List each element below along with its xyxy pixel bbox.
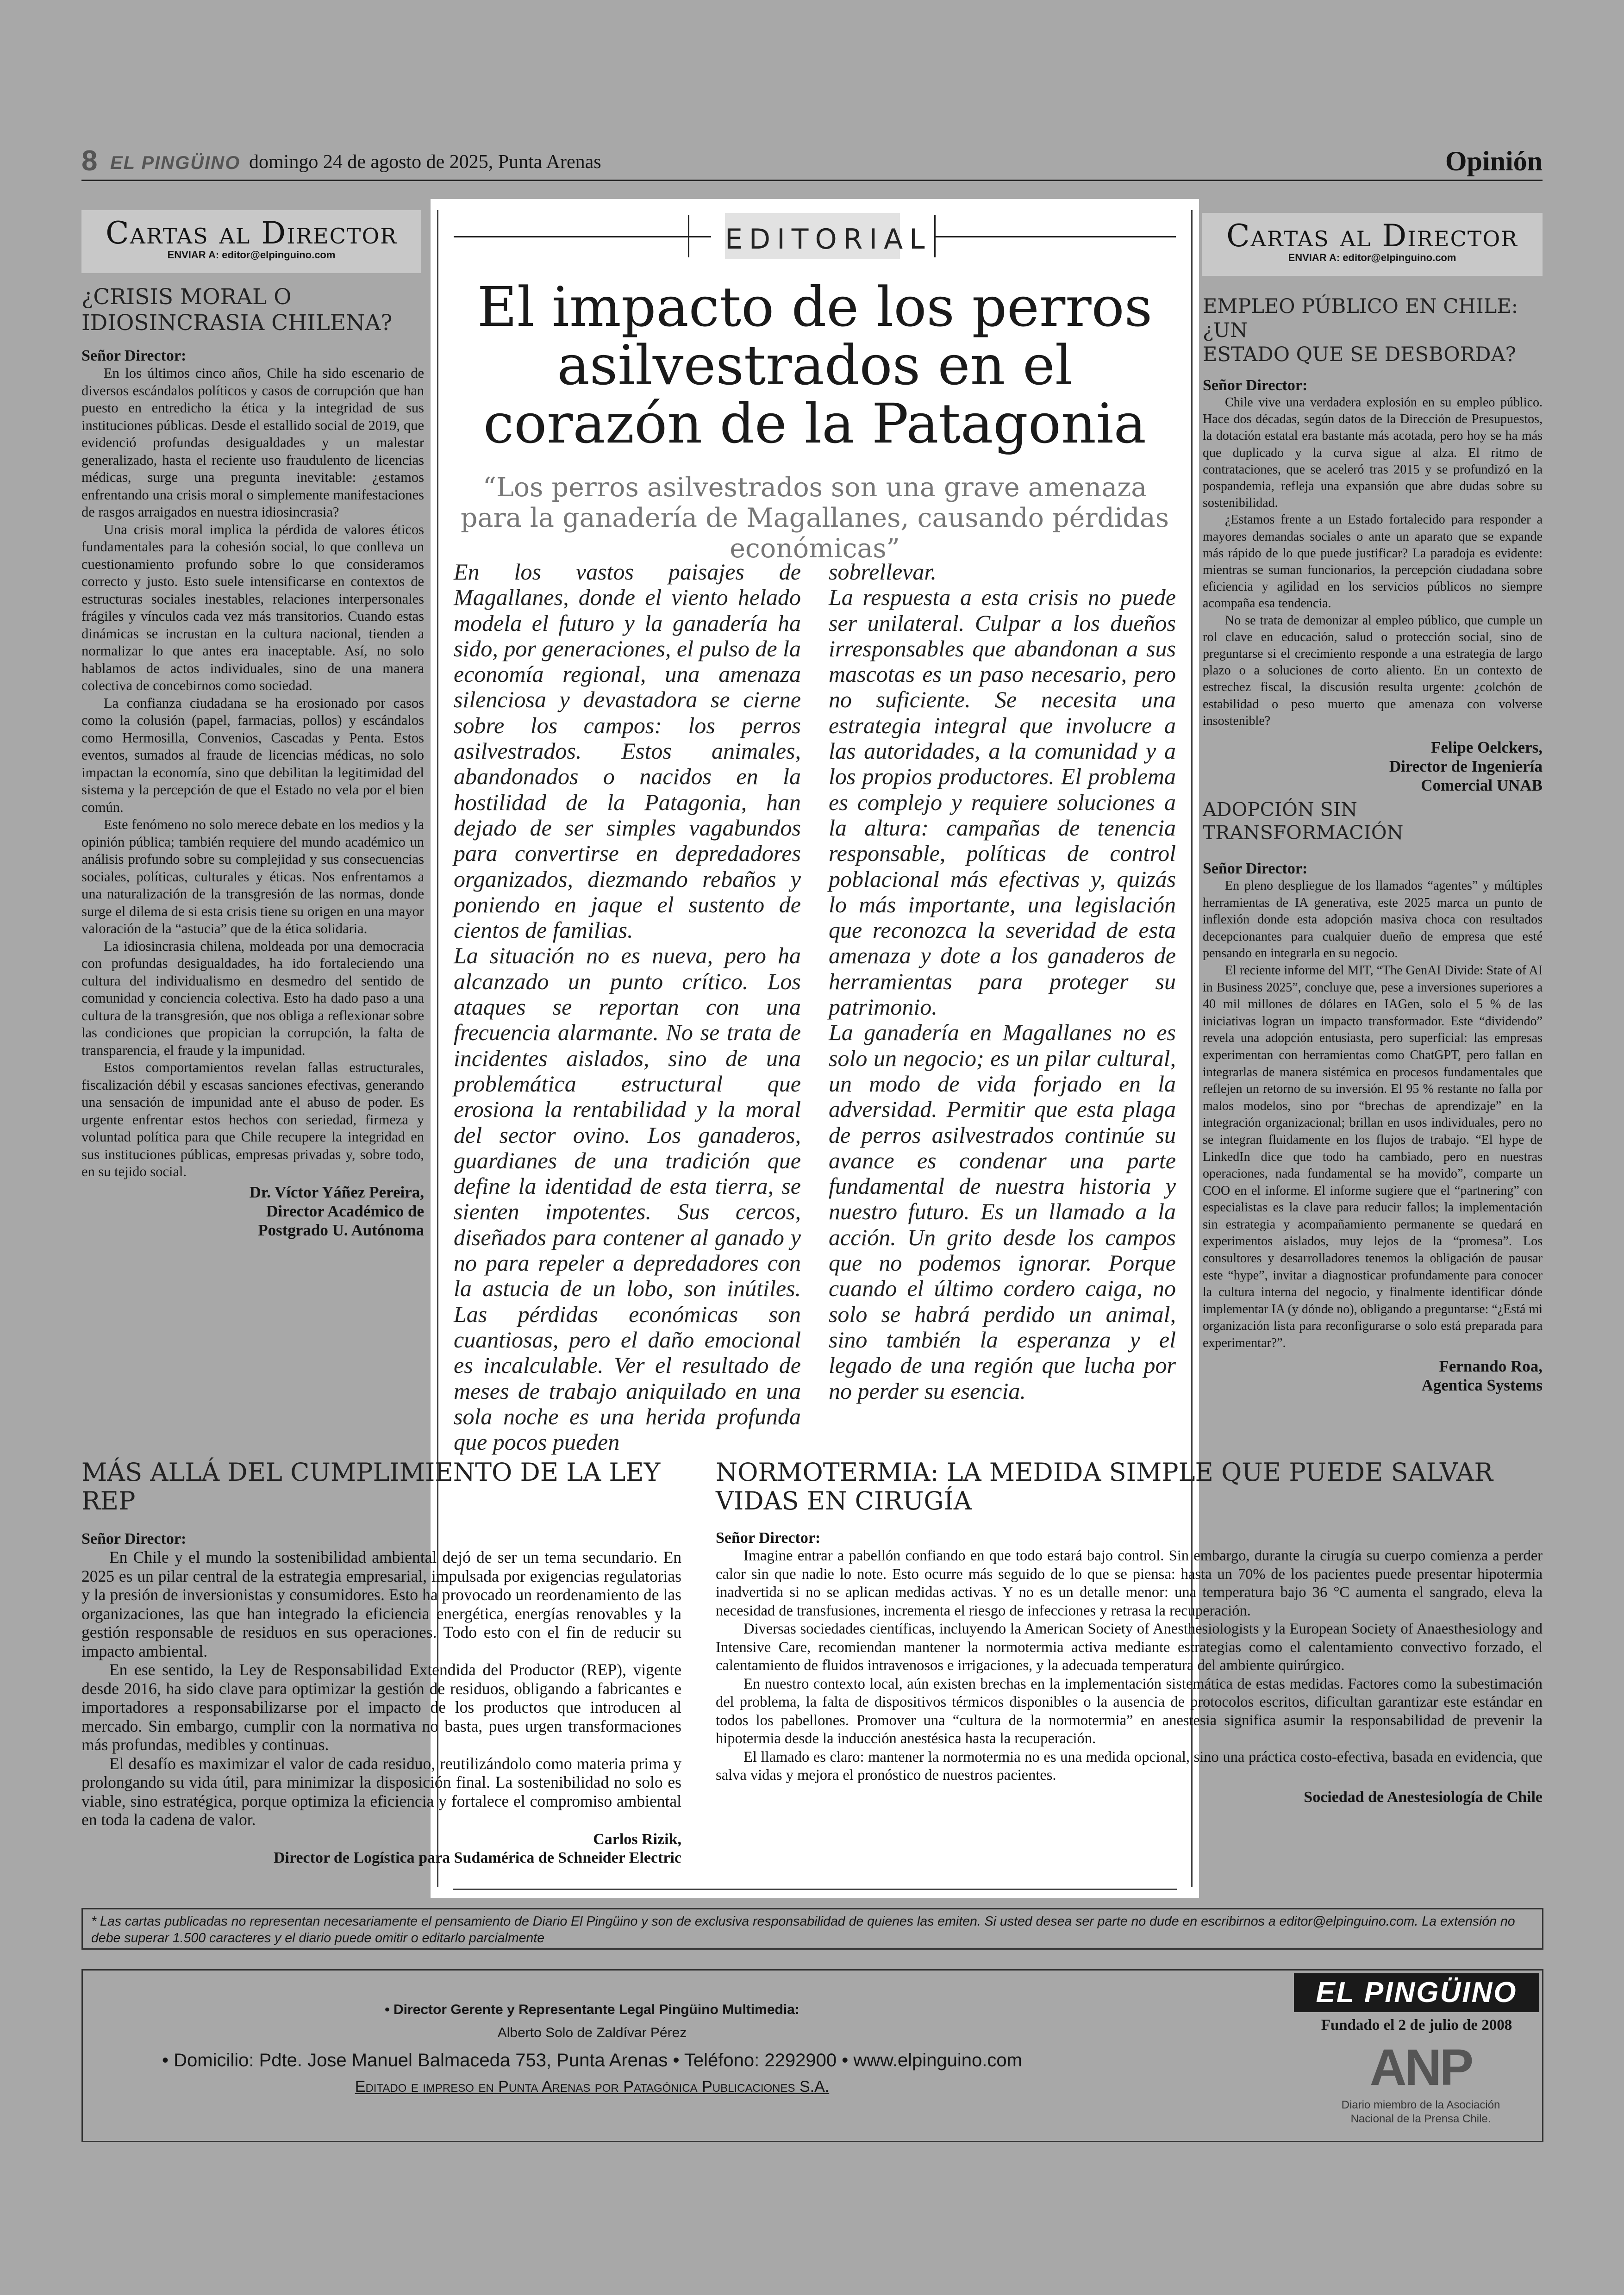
signature-line: Sociedad de Anestesiología de Chile <box>1304 1788 1543 1806</box>
paragraph: Chile vive una verdadera explosión en su empleo público. Hace dos décadas, según datos de la Dirección de Presupuestos, la dotación estatal era bastante más acotada, pero hoy se ha más que duplicado y la curva sigue al alza. El ritmo de contrataciones, que se aceleró tras 2015 y se profundizó en la pospandemia, refleja una expansión que abre dudas sobre su sostenibilidad. <box>1203 395 1543 511</box>
header-date: domingo 24 de agosto de 2025, Punta Arenas <box>249 151 601 173</box>
paragraph: Diversas sociedades científicas, incluyendo la American Society of Anesthesiologists y la European Society of Anaesthesiology and Intensive Care, recomiendan mantener la normotermia activa mediante estrategias como el calentamiento convectivo forzado, el calentamiento de fluidos intravenosos e irrigaciones, y la adecuada temperatura del ambiente quirúrgico. <box>716 1621 1543 1674</box>
letter-salutation: Señor Director: <box>1203 860 1308 877</box>
paragraph: El llamado es claro: mantener la normotermia no es una medida opcional, sino una práctica costo-efectiva, basada en evidencia, que salva vidas y mejora el pronóstico de nuestros pacientes. <box>716 1748 1543 1784</box>
letter-salutation: Señor Director: <box>81 1530 187 1547</box>
editorial-rule-right <box>934 236 1176 237</box>
signature-line: Fernando Roa, <box>1439 1357 1543 1375</box>
letter-empleo-publico <box>1203 294 1543 795</box>
paragraph: Imagine entrar a pabellón confiando en que todo estará bajo control. Sin embargo, durante la cirugía su cuerpo comienza a perder calor sin que nadie lo note. Esto ocurre más seguido de lo que se piensa: hasta un 70% de los pacientes puede presentar hipotermia inadvertida si no se aplican medidas activas. Y no es un detalle menor: una temperatura bajo 36 °C aumenta el sangrado, eleva la necesidad de transfusiones, incrementa el riesgo de infecciones y retrasa la recuperación. <box>716 1547 1543 1619</box>
letter-salutation: Señor Director: <box>1203 377 1308 394</box>
paragraph: La ganadería en Magallanes no es solo un negocio; es un pilar cultural, un modo de vida forjado en la adversidad. Permitir que esta plaga de perros asilvestrados continúe su avance es condenar una parte fundamental de nuestra historia y nuestro futuro. Es un llamado a la acción. Un grito desde los campos que no podemos ignorar. Porque cuando el último cordero caiga, no solo se habrá perdido un animal, sino también la esperanza y el legado de una región que lucha por no perder su esencia. <box>829 1019 1176 1404</box>
editorial-pull-quote: “Los perros asilvestrados son una grave amenaza para la ganadería de Magallanes, causando pérdidas económicas” <box>460 472 1169 564</box>
paragraph: ¿Estamos frente a un Estado fortalecido para responder a mayores demandas sociales o ante un aparato que se expande más rápido de lo que puede justificar? La paradoja es evidente: mientras se suman funcionarios, la percepción ciudadana sobre eficiencia y agilidad en los servicios públicos no siempre acompaña esa tendencia. <box>1203 512 1543 611</box>
footer-fundado: Fundado el 2 de julio de 2008 <box>1321 2017 1512 2033</box>
letter-headline: EMPLEO PÚBLICO EN CHILE: ¿UN <box>1203 295 1518 342</box>
section-name: Opinión <box>1445 146 1543 176</box>
letters-title: Cartas al Director <box>1226 218 1518 254</box>
paragraph: La confianza ciudadana se ha erosionado por casos como la colusión (papel, farmacias, pollos) y escándalos como Hermosilla, Convenios, Cascadas y Penta. Estos eventos, sumados al fraude de licencias médicas, no solo impactan la economía, sino que debilitan la legitimidad del sistema y la percepción de que el Estado no vela por el bien común. <box>81 695 424 815</box>
footer-director-label: • Director Gerente y Representante Legal Pingüino Multimedia: <box>385 2002 800 2017</box>
letter-body <box>1203 878 1543 1352</box>
editorial-rule-left <box>454 236 711 237</box>
editorial-column-2 <box>829 559 1176 1404</box>
letter-headline: ESTADO QUE SE DESBORDA? <box>1203 343 1516 366</box>
footer-logo: EL PINGÜINO <box>1316 1977 1518 2008</box>
anp-text-line: Nacional de la Prensa Chile. <box>1350 2113 1491 2125</box>
editorial-bottom-rule <box>453 1889 1177 1890</box>
letters-title: Cartas al Director <box>106 215 397 251</box>
letters-header-left <box>81 210 421 273</box>
paragraph: El reciente informe del MIT, “The GenAI Divide: State of AI in Business 2025”, concluye que, pese a inversiones superiores a 40 mil millones de dólares en IAGen, solo el 5 % de las iniciativas logran un impacto transformador. Este “dividendo” revela una adopción entusiasta, pero superficial: las empresas experimentan con herramientas como ChatGPT, pero fallan en integrarlas de manera sistémica en procesos fundamentales que reflejen un retorno de su inversión. El 95 % restante no falla por malos modelos, sino por “brechas de aprendizaje” en la integración organizacional; brillan en usos individuales, pero no se integran fluidamente en los flujos de trabajo. “El hype de LinkedIn dice que todo ha cambiado, pero en nuestras operaciones, nada fundamental se ha movido”, comparte un COO en el informe. El informe sugiere que el “partnering” con especialistas es la clave para reducir fallos; la implementación sin estrategia y acompañamiento permanente se quedará en experimentos aislados, muy lejos de la “promesa”. Los consultores y desarrolladores tenemos la obligación de pausar este “hype”, invitar a diagnosticar profundamente para conocer la cultura interna del negocio, y finalmente identificar dónde implementar IA (y dónde no), obligando a preguntarse: “¿Está mi organización lista para reconfigurarse o solo está preparada para experimentar?”. <box>1203 963 1543 1351</box>
editorial-label: EDITORIAL <box>725 223 931 256</box>
letter-signature <box>1203 1357 1543 1395</box>
letter-ley-rep <box>81 1458 681 1867</box>
letter-headline: NORMOTERMIA: LA MEDIDA SIMPLE QUE PUEDE SALVAR VIDAS EN CIRUGÍA <box>716 1458 1493 1515</box>
letter-crisis-moral <box>81 284 424 1240</box>
letter-signature <box>81 1183 424 1240</box>
footer-logo-box <box>1294 1973 1539 2012</box>
anp-text-line: Diario miembro de la Asociación <box>1341 2099 1500 2111</box>
signature-line: Director de Ingeniería <box>1389 757 1543 776</box>
signature-line: Felipe Oelckers, <box>1430 738 1543 757</box>
letters-email: ENVIAR A: editor@elpinguino.com <box>167 249 336 261</box>
paragraph: En Chile y el mundo la sostenibilidad ambiental dejó de ser un tema secundario. En 2025 es un pilar central de la estrategia empresarial, impulsada por exigencias regulatorias y la presión de inversionistas y consumidores. Esto ha provocado un reordenamiento de las organizaciones, las que han integrado la eficiencia energética, energías renovables y la gestión responsable de residuos en sus operaciones. Todo esto con el fin de reducir su impacto ambiental. <box>81 1548 681 1660</box>
editorial-rule-tick <box>688 215 689 257</box>
signature-line: Postgrado U. Autónoma <box>258 1221 424 1239</box>
editorial-column-1 <box>454 559 801 1455</box>
paragraph: El desafío es maximizar el valor de cada residuo, reutilizándolo como materia prima y prolongando su vida útil, para minimizar la disposición final. La sostenibilidad no solo es viable, sino estratégica, porque optimiza la eficiencia y fortalece el compromiso ambiental en toda la cadena de valor. <box>81 1754 681 1829</box>
letters-email: ENVIAR A: editor@elpinguino.com <box>1288 252 1456 263</box>
letter-body <box>81 1548 681 1829</box>
letter-signature <box>81 1830 681 1867</box>
letter-signature <box>1203 738 1543 795</box>
paragraph: La idiosincrasia chilena, moldeada por una democracia con profundas desigualdades, ha ido fortaleciendo una cultura del individualismo en desmedro del sentido de comunidad y conciencia colectiva. Esto ha dado paso a una cultura de la transgresión, que nos obliga a reflexionar sobre las condiciones que propician la corrupción, la falta de transparencia, el fraude y la impunidad. <box>81 938 424 1058</box>
signature-line: Director de Logística para Sudamérica de Schneider Electric <box>273 1849 681 1866</box>
page-number: 8 <box>81 145 98 177</box>
letter-headline: MÁS ALLÁ DEL CUMPLIMIENTO DE LA LEY REP <box>81 1458 661 1515</box>
footer-contact: • Domicilio: Pdte. Jose Manuel Balmaceda 753, Punta Arenas • Teléfono: 2292900 • www.elpinguino.com <box>162 2050 1022 2070</box>
signature-line: Agentica Systems <box>1421 1376 1543 1394</box>
letter-headline: ¿CRISIS MORAL O <box>81 284 292 310</box>
footer-editado: Editado e impreso en Punta Arenas por Patagónica Publicaciones S.A. <box>355 2078 830 2095</box>
paragraph: Estos comportamientos revelan fallas estructurales, fiscalización débil y escasas sanciones efectivas, generando una sensación de impunidad ante el abuso de poder. Es urgente enfrentar estos hechos con seriedad, firmeza y voluntad política para que Chile recupere la integridad en sus instituciones públicas, empresas privadas y, sobre todo, en su tejido social. <box>81 1060 424 1179</box>
letter-salutation: Señor Director: <box>716 1529 821 1547</box>
paragraph: En los últimos cinco años, Chile ha sido escenario de diversos escándalos políticos y casos de corrupción que han puesto en entredicho la ética y la integridad de sus instituciones públicas. Desde el estallido social de 2019, que evidenció profundas desigualdades y un malestar generalizado, hasta el reciente uso fraudulento de licencias médicas, surge una pregunta inevitable: ¿estamos enfrentando una crisis moral o simplemente manifestaciones de rasgos arraigados en nuestra idiosincrasia? <box>81 365 424 520</box>
paragraph: Una crisis moral implica la pérdida de valores éticos fundamentales para la cohesión social, lo que conlleva un cuestionamiento profundo sobre lo que consideramos correcto y justo. Esto suele intensificarse en contextos de estructuras sociales inestables, relaciones interpersonales frágiles y vínculos cada vez más transitorios. Cuando estas dinámicas se incrustan en la cultura nacional, tienden a normalizar lo que antes era inaceptable. Así, no solo hablamos de actos individuales, sino de una manera colectiva de concebirnos como sociedad. <box>81 521 424 693</box>
paragraph: sobrellevar. <box>829 559 937 585</box>
signature-line: Director Académico de <box>266 1202 424 1220</box>
footer-director-name: Alberto Solo de Zaldívar Pérez <box>497 2025 687 2040</box>
signature-line: Comercial UNAB <box>1421 776 1543 795</box>
paragraph: La respuesta a esta crisis no puede ser unilateral. Culpar a los dueños irresponsables que abandonan a sus mascotas es un paso necesario, pero no suficiente. Se necesita una estrategia integral que involucre a las autoridades, a la comunidad y a los propios productores. El problema es complejo y requiere soluciones a la altura: campañas de tenencia responsable, políticas de control poblacional más efectivas y, quizás lo más importante, una legislación que reconozca la severidad de esta amenaza y dote a los ganaderos de herramientas para proteger su patrimonio. <box>829 584 1176 1020</box>
anp-logo: ANP <box>1369 2039 1472 2096</box>
letter-body <box>716 1547 1543 1785</box>
paragraph: Este fenómeno no solo merece debate en los medios y la opinión pública; también requiere del mundo académico un análisis profundo sobre su complejidad y sus consecuencias sociales, políticas, culturales y éticas. Nos enfrentamos a una naturalización de la transgresión de las normas, donde surge el dilema de si esta crisis tiene su origen en una mayor valoración de la “astucia” que de la ética solidaria. <box>81 817 424 936</box>
paragraph: No se trata de demonizar al empleo público, que cumple un rol clave en educación, salud o protección social, sino de preguntarse si el crecimiento responde a una estrategia de largo plazo o a soluciones de corto aliento. En un contexto de estrechez fiscal, la discusión resulta urgente: ¿colchón de estabilidad o peso muerto que amenaza con volverse insostenible? <box>1203 613 1543 728</box>
signature-line: Carlos Rizik, <box>593 1830 681 1848</box>
letter-headline: IDIOSINCRASIA CHILENA? <box>81 310 393 336</box>
disclaimer-box <box>81 1908 1543 1950</box>
footer-box <box>81 1969 1543 2142</box>
anp-text <box>1305 2098 1537 2126</box>
paragraph: En pleno despliegue de los llamados “agentes” y múltiples herramientas de IA generativa, este 2025 marca un punto de inflexión donde esta adopción masiva choca con resultados decepcionantes para cualquier dueño de empresa que esté pensando en integrarla en su negocio. <box>1203 879 1543 961</box>
disclaimer-text: * Las cartas publicadas no representan necesariamente el pensamiento de Diario El Pingüino y son de exclusiva responsabilidad de quienes las emiten. Si usted desea ser parte no dude en escribirnos a editor@elpinguino.com. La extensión no debe superar 1.500 caracteres y el diario puede omitir o editarlo parcialmente <box>91 1914 1515 1946</box>
page-header <box>81 147 1543 181</box>
paragraph: En ese sentido, la Ley de Responsabilidad Extendida del Productor (REP), vigente desde 2016, ha sido clave para optimizar la gestión de residuos, obligando a fabricantes e importadores a responsabilizarse por el impacto de los productos que introducen al mercado. Sin embargo, cumplir con la normativa no basta, pues urgen transformaciones más profundas, medibles y continuas. <box>81 1660 681 1754</box>
paragraph: La situación no es nueva, pero ha alcanzado un punto crítico. Los ataques se reportan con una frecuencia alarmante. No se trata de incidentes aislados, sino de una problemática estructural que erosiona la rentabilidad y la moral del sector ovino. Los ganaderos, guardianes de una tradición que define la identidad de esta tierra, se sienten impotentes. Sus cercos, diseñados para contener al ganado y no para repeler a depredadores con la astucia de un lobo, son inútiles. Las pérdidas económicas son cuantiosas, pero el daño emocional es incalculable. Ver el resultado de meses de trabajo aniquilado en una sola noche es una herida profunda que pocos pueden <box>454 942 801 1455</box>
letter-salutation: Señor Director: <box>81 347 187 364</box>
editorial-title: El impacto de los perros asilvestrados en el corazón de la Patagonia <box>477 275 1153 455</box>
paragraph: En nuestro contexto local, aún existen brechas en la implementación sistemática de estas medidas. Factores como la subestimación del problema, la falta de dispositivos térmicos disponibles o la ausencia de protocolos escritos, dificultan garantizar este estándar en todos los pabellones. Promover una “cultura de la normotermia” en anestesia significa asumir la responsabilidad de prevenir la hipotermia desde la inducción anestésica hasta la recuperación. <box>716 1675 1543 1747</box>
letter-normotermia <box>716 1458 1543 1807</box>
paragraph: En los vastos paisajes de Magallanes, donde el viento helado modela el futuro y la ganadería ha sido, por generaciones, el pulso de la economía regional, una amenaza silenciosa y devastadora se cierne sobre los campos: los perros asilvestrados. Estos animales, abandonados o nacidos en la hostilidad de la Patagonia, han dejado de ser simples vagabundos para convertirse en depredadores organizados, diezmando rebaños y poniendo en jaque el sustento de cientos de familias. <box>454 559 801 943</box>
letters-header-right <box>1202 213 1543 276</box>
letter-headline: ADOPCIÓN SIN TRANSFORMACIÓN <box>1203 798 1404 844</box>
header-logo: EL PINGÜINO <box>110 153 241 173</box>
letter-adopcion-ia <box>1203 798 1543 1395</box>
letter-signature <box>716 1788 1543 1807</box>
signature-line: Dr. Víctor Yáñez Pereira, <box>249 1183 424 1201</box>
letter-body <box>81 365 424 1181</box>
letter-body <box>1203 394 1543 730</box>
